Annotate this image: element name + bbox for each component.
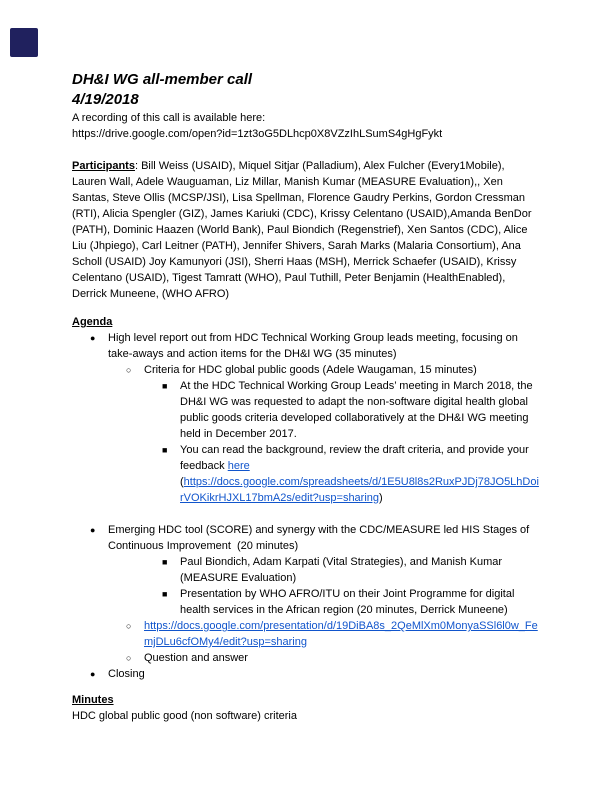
agenda-item (72, 442, 540, 506)
agenda-item-text: Closing (108, 668, 145, 680)
bullet-disc-icon: ● (90, 525, 96, 535)
agenda-item (72, 586, 540, 618)
participants-label: Participants (72, 160, 135, 172)
agenda-item-text (144, 618, 540, 650)
agenda-item-text: Emerging HDC tool (SCORE) and synergy with the CDC/MEASURE led HIS Stages of Continuous Improvement (20 minutes) (108, 524, 533, 552)
agenda-item (72, 650, 540, 666)
participants-paragraph (72, 158, 540, 302)
paren-open: ( (180, 476, 184, 488)
agenda-item-text: Paul Biondich, Adam Karpati (Vital Strategies), and Manish Kumar (MEASURE Evaluation) (180, 556, 506, 584)
bullet-circle-icon: ○ (126, 621, 132, 631)
agenda-item-text: High level report out from HDC Technical Working Group leads meeting, focusing on take-aways and action items for the DH&I WG (35 minutes) (108, 332, 521, 360)
doc-date: 4/19/2018 (72, 91, 139, 108)
recording-intro: A recording of this call is available here: (72, 112, 266, 124)
document-content (72, 70, 540, 724)
presentation-url-link[interactable]: https://docs.google.com/presentation/d/19DiBA8s_2QeMlXm0MonyaSSl6l0w_FemjDLu6cfOMy4/edit?usp=sharing (144, 620, 538, 648)
agenda-item (72, 522, 540, 554)
recording-url: https://drive.google.com/open?id=1zt3oG5DLhcp0X8VZzIhLSumS4gHgFykt (72, 128, 443, 140)
agenda-heading: Agenda (72, 316, 113, 328)
agenda-item-text: Presentation by WHO AFRO/ITU on their Joint Programme for digital health services in the African region (20 minutes, Derrick Muneene) (180, 588, 518, 616)
agenda-item (72, 666, 540, 682)
bullet-disc-icon: ● (90, 669, 96, 679)
paren-close: ) (379, 492, 383, 504)
bullet-square-icon: ■ (162, 445, 168, 455)
spreadsheet-url-link[interactable]: https://docs.google.com/spreadsheets/d/1E5U8l8s2RuxPJDj78JO5LhDoirVOKikrHJXL17bmA2s/edit?usp=sharing (180, 476, 539, 504)
agenda-item (72, 554, 540, 586)
bullet-square-icon: ■ (162, 557, 168, 567)
bullet-circle-icon: ○ (126, 653, 132, 663)
agenda-item (72, 618, 540, 650)
minutes-heading: Minutes (72, 694, 114, 706)
participants-text: : Bill Weiss (USAID), Miquel Sitjar (Palladium), Alex Fulcher (Every1Mobile), Lauren Wall, Adele Wauguaman, Liz Millar, Manish Kumar (MEASURE Evaluation),, Xen Santas, Steve Ollis (MCSP/JSI), Lisa Spellman, Florence Gaudry Perkins, Gordon Cressman (RTI), Alicia Spengler (GIZ), James Kariuki (CDC), Krissy Celentano (USAID),Amanda BenDor (PATH), Dominic Haazen (World Bank), Paul Biondich (Regenstrief), Xen Santos (CDC), Alice Liu (Jhpiego), Carl Leitner (PATH), Jennifer Shivers, Sarah Marks (Malaria Consortium), Ana Scholl (USAID) Joy Kamunyori (JSI), Sherri Haas (MSH), Merrick Schaefer (USAID), Krissy Celentano (USAID), Tigest Tamratt (WHO), Paul Tuthill, Peter Benjamin (HealthEnabled), Derrick Muneene, (WHO AFRO) (72, 160, 535, 300)
feedback-here-link[interactable]: here (227, 460, 250, 472)
agenda-item-text: At the HDC Technical Working Group Leads’ meeting in March 2018, the DH&I WG was requested to adapt the non-software digital health global public goods criteria developed collaboratively at the DH&I WG meeting held in December 2017. (180, 380, 536, 440)
agenda-item-text (180, 442, 540, 506)
agenda-item (72, 330, 540, 362)
minutes-text: HDC global public good (non software) criteria (72, 710, 297, 722)
corner-badge (10, 28, 38, 57)
agenda-item (72, 362, 540, 378)
bullet-disc-icon: ● (90, 333, 96, 343)
bullet-square-icon: ■ (162, 589, 168, 599)
agenda-list (72, 330, 540, 682)
feedback-text: You can read the background, review the draft criteria, and provide your feedback (180, 444, 532, 472)
agenda-item-text: Criteria for HDC global public goods (Adele Waugaman, 15 minutes) (144, 364, 477, 376)
agenda-item (72, 378, 540, 442)
doc-title: DH&I WG all-member call (72, 71, 253, 88)
agenda-item-text: Question and answer (144, 652, 248, 664)
bullet-square-icon: ■ (162, 381, 168, 391)
bullet-circle-icon: ○ (126, 365, 132, 375)
